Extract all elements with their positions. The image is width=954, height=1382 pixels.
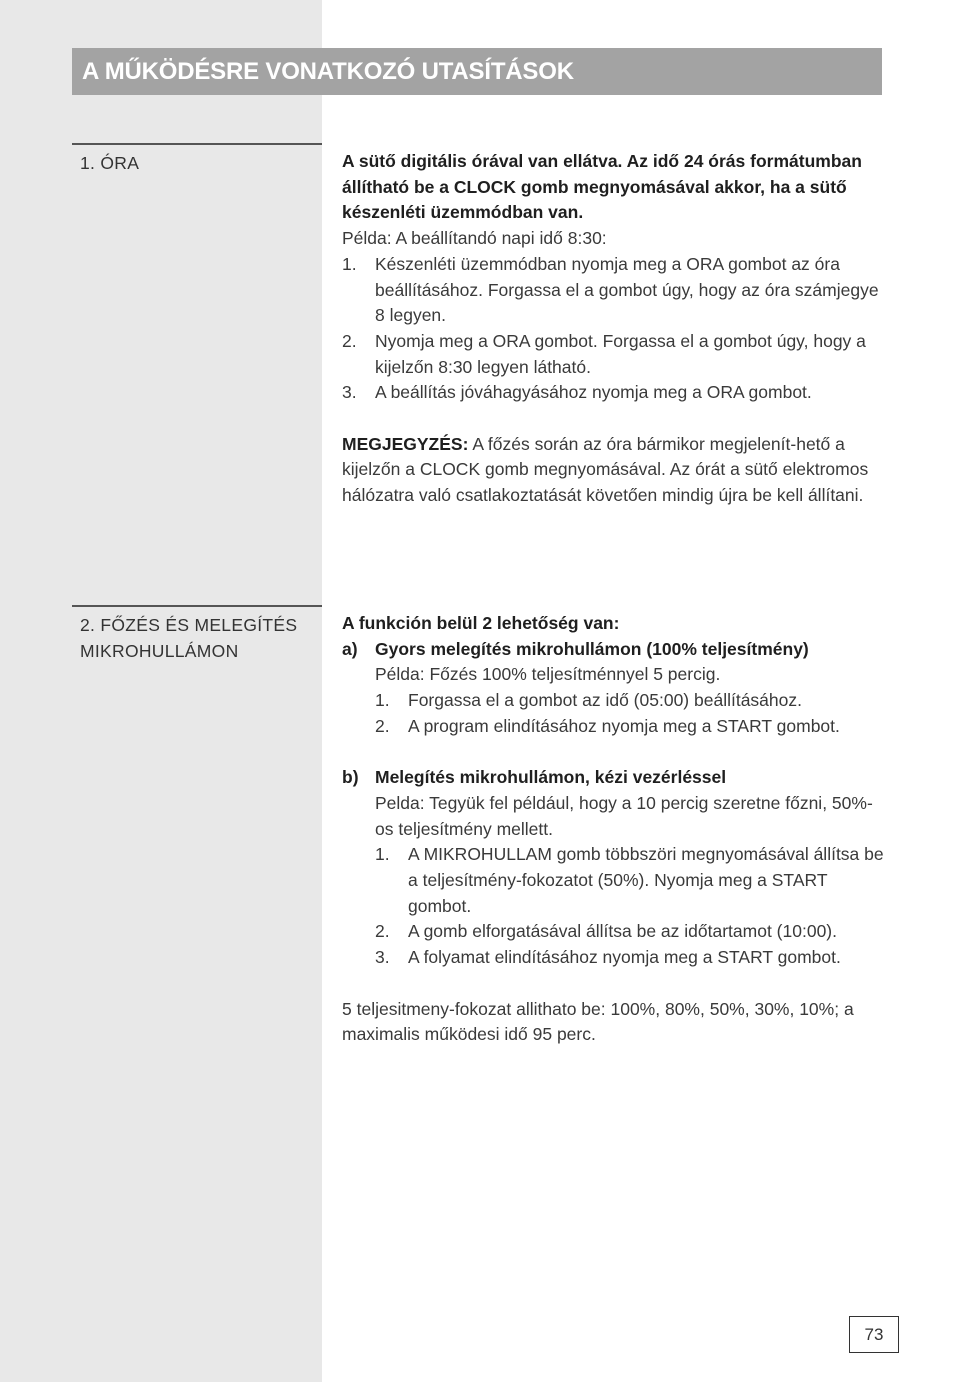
option-a-example: Példa: Főzés 100% teljesítménnyel 5 percig. xyxy=(375,664,721,685)
step-text: A beállítás jóváhagyásához nyomja meg a ORA gombot. xyxy=(375,382,812,403)
step-number: 1. xyxy=(375,844,390,865)
step-text: A program elindításához nyomja meg a START gombot. xyxy=(408,715,840,736)
list-item xyxy=(375,688,887,714)
list-item xyxy=(342,380,887,406)
step-text: A folyamat elindításához nyomja meg a START gombot. xyxy=(408,947,841,968)
option-marker: a) xyxy=(342,638,358,659)
list-item xyxy=(342,252,887,329)
option-a xyxy=(342,637,887,663)
step-number: 2. xyxy=(342,330,357,351)
option-b-example: Pelda: Tegyük fel például, hogy a 10 percig szeretne főzni, 50%-os teljesítmény mellett. xyxy=(375,792,873,839)
note-text: A főzés során az óra bármikor megjelenít-hető a kijelzőn a CLOCK gomb megnyomásával. Az órát a sütő elektromos hálózatra való csatlakoztatását követően mindig újra be kell állítani. xyxy=(342,433,869,506)
step-number: 3. xyxy=(375,947,390,968)
section-microwave-content xyxy=(342,611,887,1048)
page-title: A MŰKÖDÉSRE VONATKOZÓ UTASÍTÁSOK xyxy=(82,57,574,85)
section-clock-content xyxy=(342,149,887,509)
option-b xyxy=(342,765,887,791)
list-item xyxy=(375,919,887,945)
section-label-clock: 1. ÓRA xyxy=(72,143,322,177)
section-label-microwave: 2. FŐZÉS ÉS MELEGÍTÉS MIKROHULLÁMON xyxy=(72,605,322,664)
microwave-footer-note: 5 teljesitmeny-fokozat allithato be: 100%, 80%, 50%, 30%, 10%; a maximalis működesi idő 95 perc. xyxy=(342,998,854,1045)
step-text: Forgassa el a gombot az idő (05:00) beállításához. xyxy=(408,690,802,711)
page-number: 73 xyxy=(849,1316,899,1353)
option-marker: b) xyxy=(342,767,359,788)
clock-note xyxy=(342,432,887,509)
note-label: MEGJEGYZÉS: xyxy=(342,433,469,454)
clock-example: Példa: A beállítandó napi idő 8:30: xyxy=(342,228,607,249)
list-item xyxy=(375,714,887,740)
title-bar xyxy=(72,48,882,95)
microwave-intro: A funkción belül 2 lehetőség van: xyxy=(342,613,620,633)
list-item xyxy=(375,842,887,919)
left-panel xyxy=(0,0,322,1382)
step-text: A gomb elforgatásával állítsa be az időtartamot (10:00). xyxy=(408,921,837,942)
list-item xyxy=(375,945,887,971)
list-item xyxy=(342,329,887,380)
step-number: 3. xyxy=(342,382,357,403)
step-number: 2. xyxy=(375,715,390,736)
step-number: 2. xyxy=(375,921,390,942)
step-number: 1. xyxy=(375,690,390,711)
option-title: Melegítés mikrohullámon, kézi vezérléssel xyxy=(375,767,727,788)
step-text: Nyomja meg a ORA gombot. Forgassa el a gombot úgy, hogy a kijelzőn 8:30 legyen látható. xyxy=(375,330,866,377)
step-text: Készenléti üzemmódban nyomja meg a ORA gombot az óra beállításához. Forgassa el a gombot úgy, hogy az óra számjegye 8 legyen. xyxy=(375,253,879,326)
clock-intro: A sütő digitális órával van ellátva. Az idő 24 órás formátumban állítható be a CLOCK gomb megnyomásával akkor, ha a sütő készenléti üzemmódban van. xyxy=(342,151,862,223)
option-title: Gyors melegítés mikrohullámon (100% teljesítmény) xyxy=(375,638,809,659)
step-number: 1. xyxy=(342,253,357,274)
step-text: A MIKROHULLAM gomb többszöri megnyomásával állítsa be a teljesítmény-fokozatot (50%). Nyomja meg a START gombot. xyxy=(408,844,884,916)
